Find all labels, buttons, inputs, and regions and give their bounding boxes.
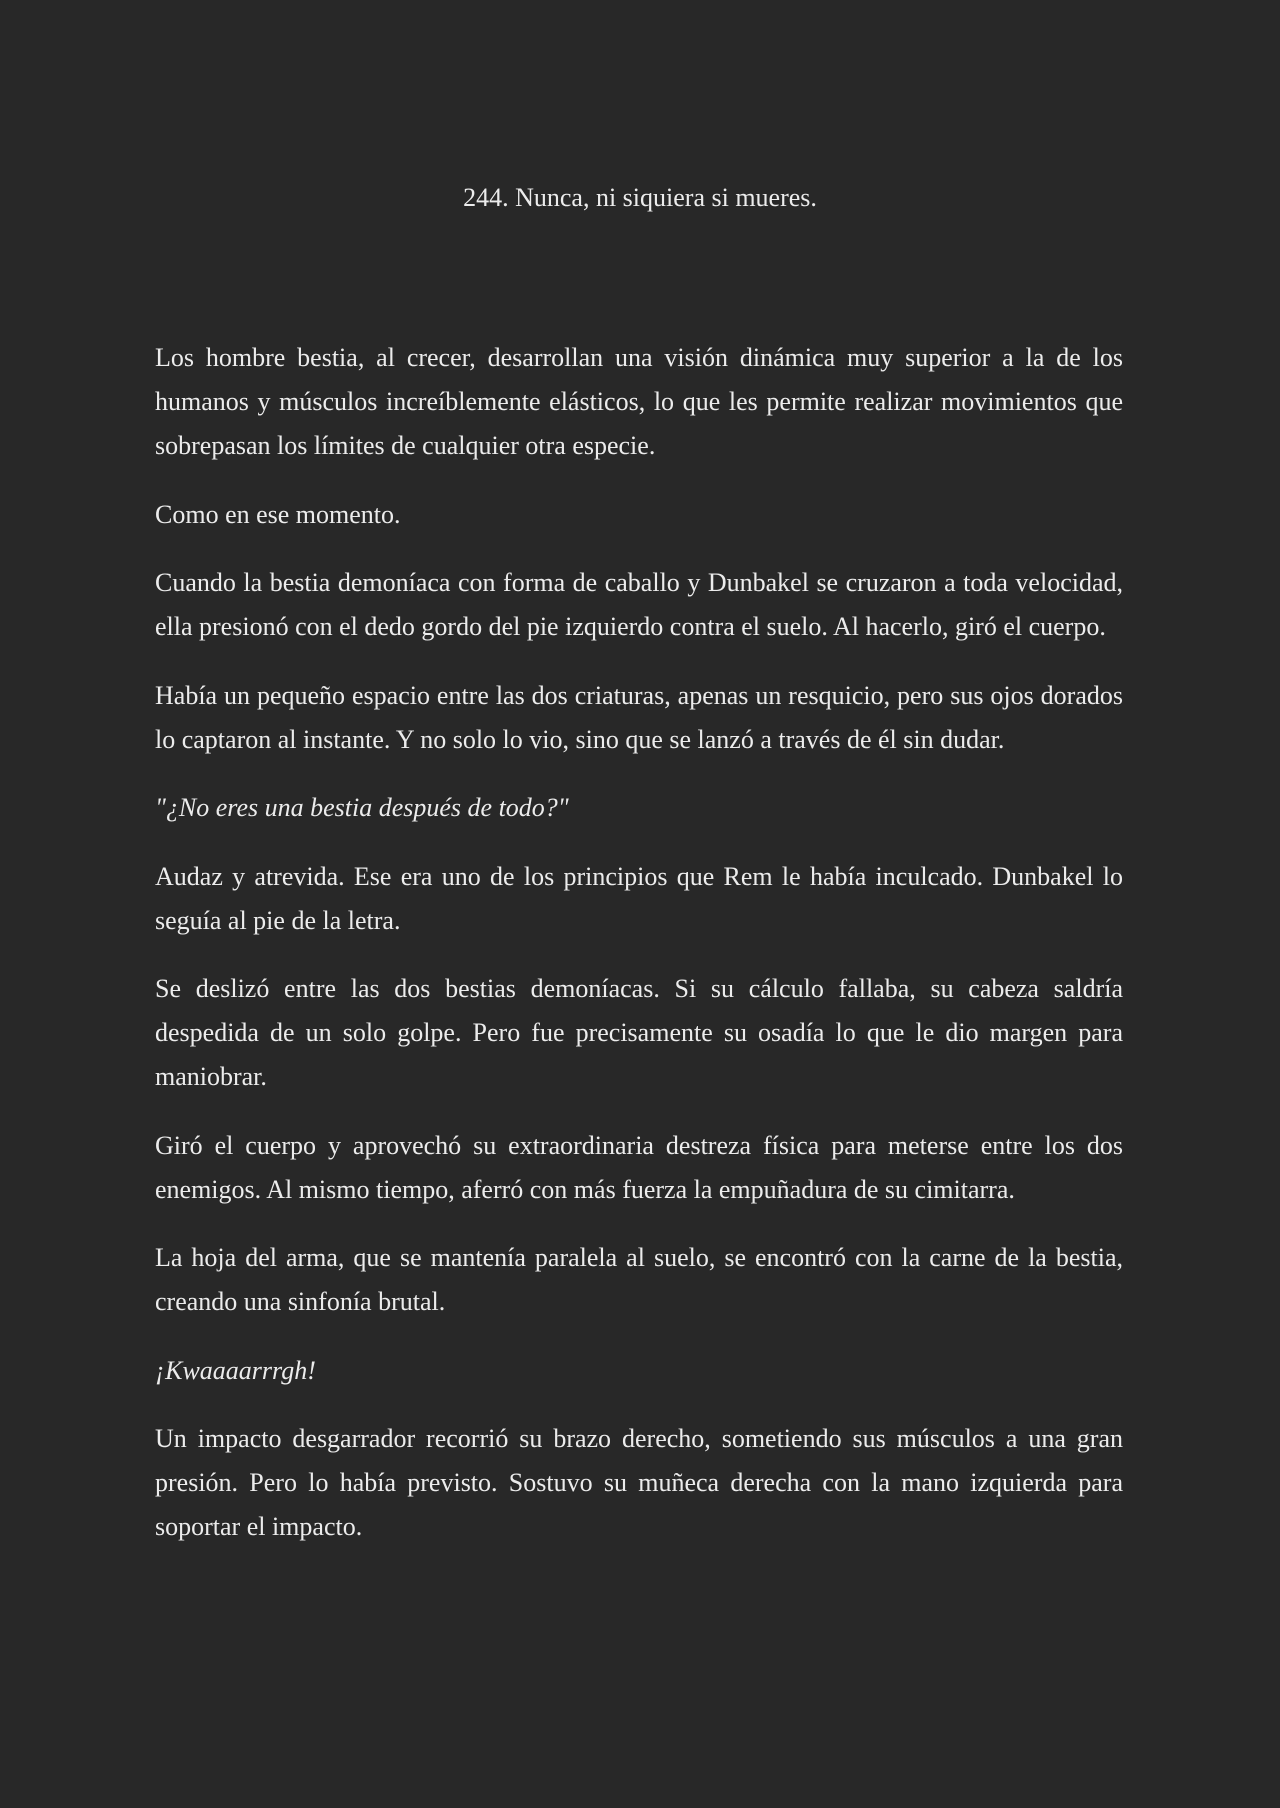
dialogue-line: "¿No eres una bestia después de todo?" [155,793,569,822]
chapter-body [155,336,1123,1574]
paragraph: Audaz y atrevida. Ese era uno de los principios que Rem le había inculcado. Dunbakel lo seguía al pie de la letra. [155,861,1123,935]
paragraph: Cuando la bestia demoníaca con forma de caballo y Dunbakel se cruzaron a toda velocidad, ella presionó con el dedo gordo del pie izquierdo contra el suelo. Al hacerlo, giró el cuerpo. [155,568,1123,641]
paragraph: Había un pequeño espacio entre las dos criaturas, apenas un resquicio, pero sus ojos dorados lo captaron al instante. Y no solo lo vio, sino que se lanzó a través de él sin dudar. [155,680,1123,754]
paragraph: Se deslizó entre las dos bestias demoníacas. Si su cálculo fallaba, su cabeza saldría despedida de un solo golpe. Pero fue precisamente su osadía lo que le dio margen para maniobrar. [155,974,1123,1091]
paragraph: Como en ese momento. [155,499,401,529]
paragraph: Los hombre bestia, al crecer, desarrollan una visión dinámica muy superior a la de los humanos y músculos increíblemente elásticos, lo que les permite realizar movimientos que sobrepasan los límites de cualquier otra especie. [155,343,1123,460]
paragraph: Giró el cuerpo y aprovechó su extraordinaria destreza física para meterse entre los dos enemigos. Al mismo tiempo, aferró con más fuerza la empuñadura de su cimitarra. [155,1130,1123,1204]
chapter-title: 244. Nunca, ni siquiera si mueres. [463,183,817,212]
paragraph: La hoja del arma, que se mantenía paralela al suelo, se encontró con la carne de la bestia, creando una sinfonía brutal. [155,1243,1123,1316]
paragraph: Un impacto desgarrador recorrió su brazo derecho, sometiendo sus músculos a una gran presión. Pero lo había previsto. Sostuvo su muñeca derecha con la mano izquierda para soportar el impacto. [155,1424,1123,1541]
sound-effect: ¡Kwaaaarrrgh! [155,1355,316,1385]
